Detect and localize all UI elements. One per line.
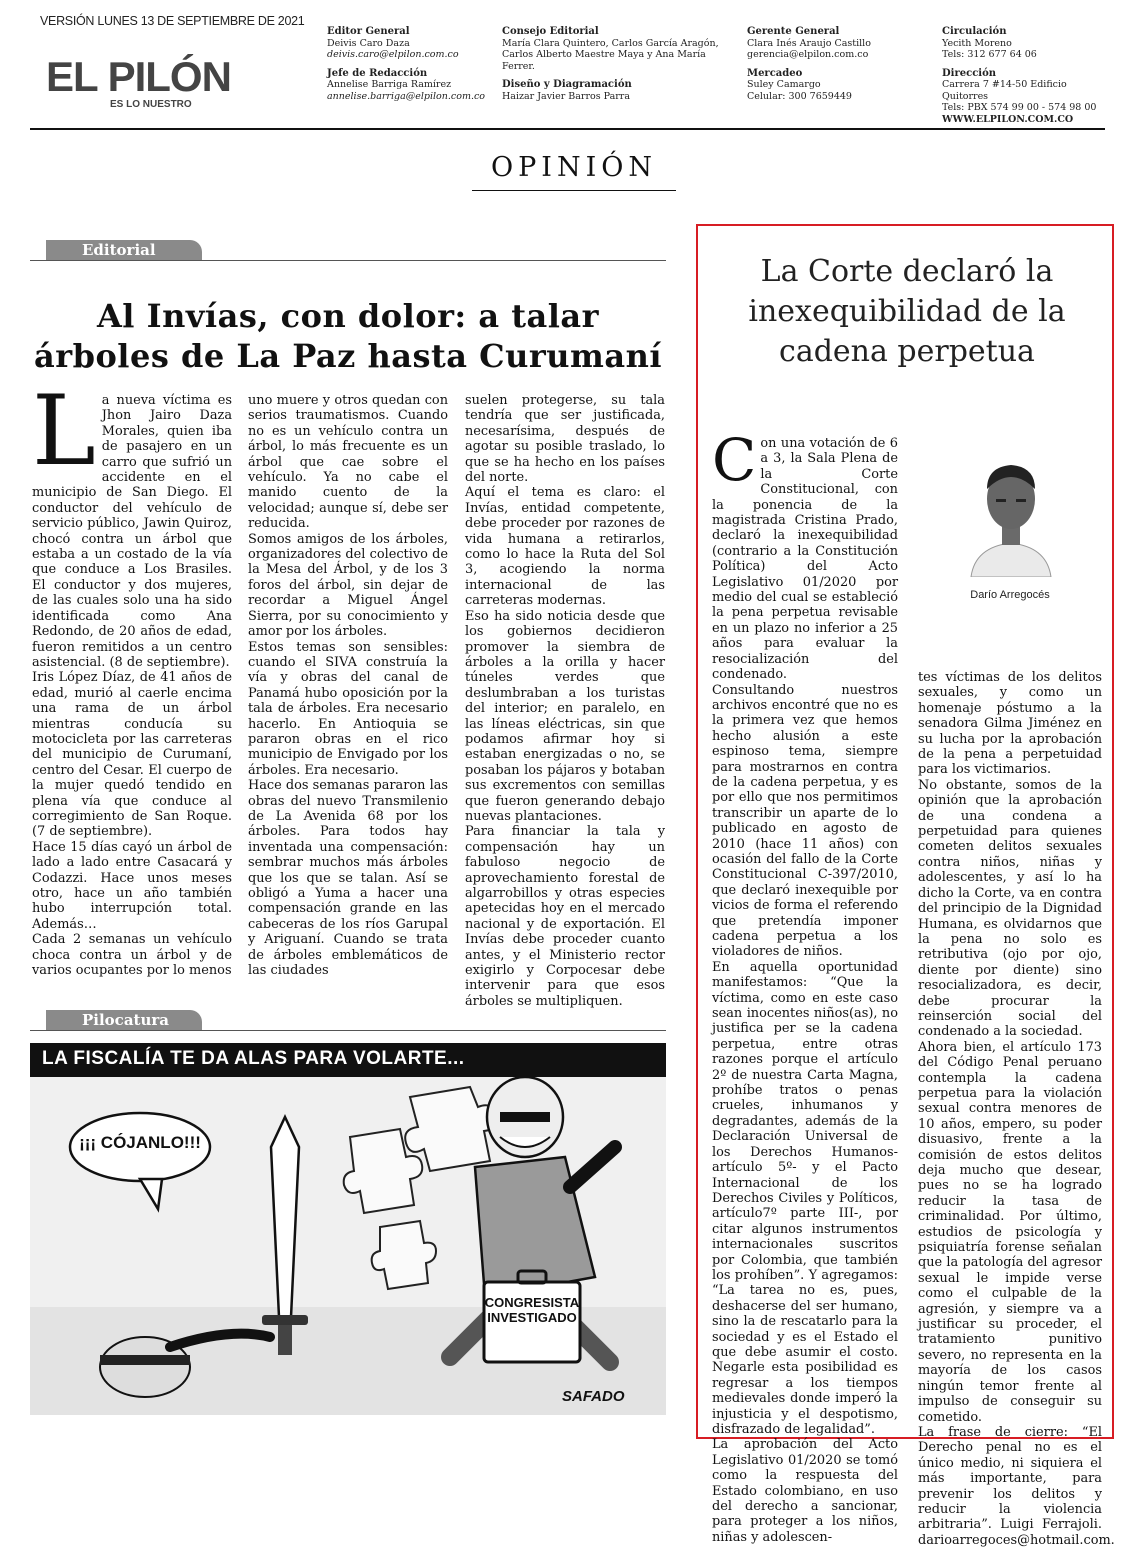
paragraph: Eso ha sido noticia desde que los gobiernos decidieron promover la siembra de árboles a la orilla y hacer túneles verdes que deslumbraban a los turistas del interior; en paralelo, en las líneas eléctricas, sin que podamos afirmar hoy si estaban energizadas o no, se posaban los pájaros y botaban sus excrementos con semillas que fueron generando debajo nuevas plantaciones. bbox=[465, 608, 665, 824]
staff-role: Diseño y Diagramación bbox=[502, 79, 632, 90]
staff-column-3: Gerente General Clara Inés Araujo Castillo gerencia@elpilon.com.co Mercadeo Suley Camargo Celular: 300 7659449 bbox=[747, 26, 917, 109]
editorial-column-3 bbox=[465, 393, 665, 1009]
paragraph: on una votación de 6 a 3, la Sala Plena de la Corte Constitucional, con la ponencia de la magistrada Cristina Prado, declaró la inexequibilidad (contrario a la Constitución Política) del Acto Legislativo 01/2020 por medio del cual se estableció la pena perpetua revisable en un plazo no inferior a 25 años para evaluar la resocialización del condenado. bbox=[712, 436, 898, 683]
staff-column-1 bbox=[327, 26, 492, 109]
masthead-divider bbox=[30, 128, 1105, 130]
edition-date: VERSIÓN LUNES 13 DE SEPTIEMBRE DE 2021 bbox=[40, 14, 305, 28]
paragraph: Somos amigos de los árboles, organizadores del colectivo de la Mesa del Árbol, y de los 3 foros del árbol, sin dejar de recordar a Miguel Ángel Sierra, por su conocimiento y amor por los árboles. bbox=[248, 531, 448, 640]
cartoon-illustration bbox=[30, 1077, 666, 1415]
paragraph: suelen protegerse, su tala tendría que ser justificada, necesarísima, después de agotar su posible traslado, lo que se ha hecho en los países del norte. bbox=[465, 393, 665, 486]
staff-role: Gerente General bbox=[747, 26, 840, 37]
paragraph: No obstante, somos de la opinión que la aprobación de una condena a perpetuidad para quienes cometen delitos sexuales contra niños, niñas y adolescentes, y así lo ha dicho la Corte, va en contra del principio de la Dignidad Humana, es olvidarnos que la pena no solo es retributiva (ojo por ojo, diente por diente) sino resocializadora, es decir, debe procurar la reinserción social del condenado a la sociedad. bbox=[918, 777, 1102, 1040]
paragraph: Consultando nuestros archivos encontré que no es la primera vez que hemos hecho alusión a este espinoso tema, siempre para mostrarnos en contra de la cadena perpetua, y es por ello que nos permitimos transcribir un aparte de lo publicado en agosto de 2010 (hace 11 años) con ocasión del fallo de la Corte Constitucional C-397/2010, que declaró inexequible por vicios de forma el referendo que pretendía imponer cadena perpetua a los violadores de niños. bbox=[712, 682, 898, 960]
staff-name: Annelise Barriga Ramírez bbox=[327, 79, 452, 90]
paragraph: uno muere y otros quedan con serios traumatismos. Cuando no es un vehículo contra un árbol, lo más frecuente es un árbol que cae sobre el vehículo. Ya no cabe el manido cuento de la velocidad; aunque sí, debe ser reducida. bbox=[248, 393, 448, 532]
cartoon-briefcase-label: CONGRESISTA INVESTIGADO bbox=[484, 1295, 580, 1325]
paragraph: Estos temas son sensibles: cuando el SIVA construía la vía y obras del canal de Panamá hubo oposición por la tala de árboles. Era necesario hacerlo. En Antioquia se pararon obras en el rico municipio de Envigado por los árboles. Era necesario. bbox=[248, 639, 448, 778]
staff-column-4: Circulación Yecith Moreno Tels: 312 677 64 06 Dirección Carrera 7 #14-50 Edificio Quitorres Tels: PBX 574 99 00 - 574 98 00 WWW.ELPILON.COM.CO bbox=[942, 26, 1112, 132]
staff-email: annelise.barriga@elpilon.com.co bbox=[327, 90, 486, 102]
paragraph: Aquí el tema es claro: el Invías, entidad competente, debe proceder por razones de vida humana a retirarlos, como lo hace la Ruta del Sol 3, acogiendo la norma internacional de las carreteras modernas. bbox=[465, 485, 665, 609]
author-name: Darío Arregocés bbox=[970, 589, 1050, 601]
cartoon-caption: LA FISCALÍA TE DA ALAS PARA VOLARTE... bbox=[42, 1048, 465, 1069]
cartoon-speech-bubble: ¡¡¡ CÓJANLO!!! bbox=[79, 1133, 201, 1152]
paragraph: Hace 15 días cayó un árbol de lado a lado entre Casacará y Codazzi. Hace unos meses otro, hace un año también hubo interrupción total. Además… bbox=[32, 839, 232, 932]
paragraph: La frase de cierre: “El Derecho penal no es el único medio, ni siquiera el más importante, para prevenir los delitos y reducir la violencia arbitraria”. Luigi Ferrajoli. darioarregoces@hotmail.com. bbox=[918, 1424, 1115, 1548]
paragraph: En aquella oportunidad manifestamos: “Que la víctima, como en este caso sean inocentes niños(as), no justifica per se la cadena perpetua, entre otras razones porque el artículo 2º de nuestra Carta Magna, prohíbe tratos o penas crueles, inhumanos y degradantes, además de la Declaración Universal de los Derechos Humanos- artículo 5º- y el Pacto Internacional de los Derechos Civiles y Políticos, artículo7º parte III-, por citar algunos instrumentos internacionales suscritos por Colombia, que también los prohíben”. Y agregamos: “La tarea no es, pues, deshacerse del ser humano, sino la de rescatarlo para la sociedad y es el Estado el que debe asumir el costo. Negarle esta posibilidad es regresar a los tiempos medievales donde imperó la injusticia y el despotismo, disfrazado de legalidad”. bbox=[712, 959, 898, 1437]
drop-cap: L bbox=[32, 375, 96, 487]
headline-line: Al Invías, con dolor: a talar bbox=[96, 297, 600, 335]
drop-cap: C bbox=[712, 426, 757, 494]
section-underline bbox=[472, 190, 676, 191]
headline-line: inexequibilidad de la bbox=[748, 294, 1066, 329]
opinion-column-1 bbox=[712, 426, 898, 1545]
editorial-tab: Editorial bbox=[46, 240, 202, 260]
staff-role: Jefe de Redacción bbox=[327, 67, 428, 79]
newspaper-tagline: ES LO NUESTRO bbox=[110, 99, 192, 110]
pilocatura-tab: Pilocatura bbox=[46, 1010, 202, 1030]
author-portrait-icon bbox=[966, 455, 1056, 577]
cartoonist-signature: SAFADO bbox=[562, 1388, 625, 1405]
paragraph: Iris López Díaz, de 41 años de edad, murió al caerle encima una rama de un árbol mientras conducía su motocicleta por las carreteras del municipio de Curumaní, centro del Cesar. El cuerpo de la mujer quedó tendido en plena vía que conduce al corregimiento de San Roque. (7 de septiembre). bbox=[32, 670, 232, 840]
paragraph: Cada 2 semanas un vehículo choca contra un árbol y de varios ocupantes por lo menos bbox=[32, 932, 232, 979]
editorial-column-1 bbox=[32, 375, 232, 979]
headline-line: cadena perpetua bbox=[779, 334, 1035, 369]
paragraph: Ahora bien, el artículo 173 del Código Penal peruano contempla la cadena perpetua para la violación sexual contra menores de 10 años, empero, su poder disuasivo, frente a la comisión de estos delitos deja mucho que desear, pues no se ha logrado reducir la tasa de criminalidad. Por último, estudios de psicología y psiquiatría forense señalan que la patología del agresor sexual le impide verse como el culpable de la agresión, y siempre va a justificar su proceder, el tratamiento punitivo severo, no representa en la mayoría de los casos ningún temor frente al impulso de conseguir su cometido. bbox=[918, 1039, 1102, 1425]
cartoon-drawing bbox=[30, 1077, 666, 1415]
headline-line: árboles de La Paz hasta Curumaní bbox=[33, 337, 663, 375]
staff-role: Mercadeo bbox=[747, 67, 803, 79]
staff-role: Dirección bbox=[942, 67, 997, 79]
paragraph: tes víctimas de los delitos sexuales, y como un homenaje póstumo a la senadora Gilma Jiménez en su lucha por la aprobación de la pena a perpetuidad para los victimarios. bbox=[918, 670, 1102, 778]
paragraph: Para financiar la tala y compensación hay un fabuloso negocio de aprovechamiento forestal de algarrobillos y otras especies apetecidas hoy en el mercado nacional y de exportación. El Invías debe proceder cuanto antes, y el Ministerio rector exigirlo y Corpocesar debe intervenir para que esos árboles se multipliquen. bbox=[465, 824, 665, 1009]
editorial-headline bbox=[30, 296, 666, 376]
opinion-headline bbox=[712, 252, 1102, 372]
staff-role: Circulación bbox=[942, 26, 1007, 37]
staff-email: deivis.caro@elpilon.com.co bbox=[327, 49, 459, 60]
staff-name: Deivis Caro Daza bbox=[327, 37, 410, 49]
opinion-column-2 bbox=[918, 670, 1115, 1548]
staff-role: Consejo Editorial bbox=[502, 26, 599, 37]
author-photo bbox=[966, 455, 1056, 577]
newspaper-logo: EL PILÓN bbox=[46, 53, 231, 100]
editorial-tab-rule bbox=[30, 260, 666, 261]
editorial-column-2 bbox=[248, 393, 448, 978]
section-title: OPINIÓN bbox=[490, 152, 658, 183]
paragraph: Hace dos semanas pararon las obras del nuevo Transmilenio de La Avenida 68 por los árboles. Para todos hay inventada una compensación: sembrar muchos más árboles que los que se talan. Así se obligó a Yuma a hacer una compensación grande en las cabeceras de los ríos Garupal y Ariguaní. Cuando se trata de árboles emblemáticos de las ciudades bbox=[248, 778, 448, 979]
paragraph: a nueva víctima es Jhon Jairo Daza Morales, quien iba de pasajero en un carro que sufrió un accidente en el municipio de San Diego. El conductor del vehículo de servicio público, Jawin Quiroz, chocó contra un árbol que estaba a un costado de la vía que conduce a Los Brasiles. El conductor y dos mujeres, de las cuales solo una ha sido identificada como Ana Redondo, de 20 años de edad, fueron remitidos a un centro asistencial. (8 de septiembre). bbox=[32, 393, 232, 670]
staff-column-2: Consejo Editorial María Clara Quintero, Carlos García Aragón, Carlos Alberto Maestre Maya y Ana María Ferrer. Diseño y Diagramación Haizar Javier Barros Parra bbox=[502, 26, 732, 109]
headline-line: La Corte declaró la bbox=[760, 254, 1054, 289]
staff-role: Editor General bbox=[327, 26, 410, 37]
pilocatura-tab-rule bbox=[30, 1030, 666, 1031]
paragraph: La aprobación del Acto Legislativo 01/2020 se tomó como la respuesta del Estado colombiano, en uso del derecho a sancionar, para proteger a los niños, niñas y adolescen- bbox=[712, 1437, 898, 1545]
